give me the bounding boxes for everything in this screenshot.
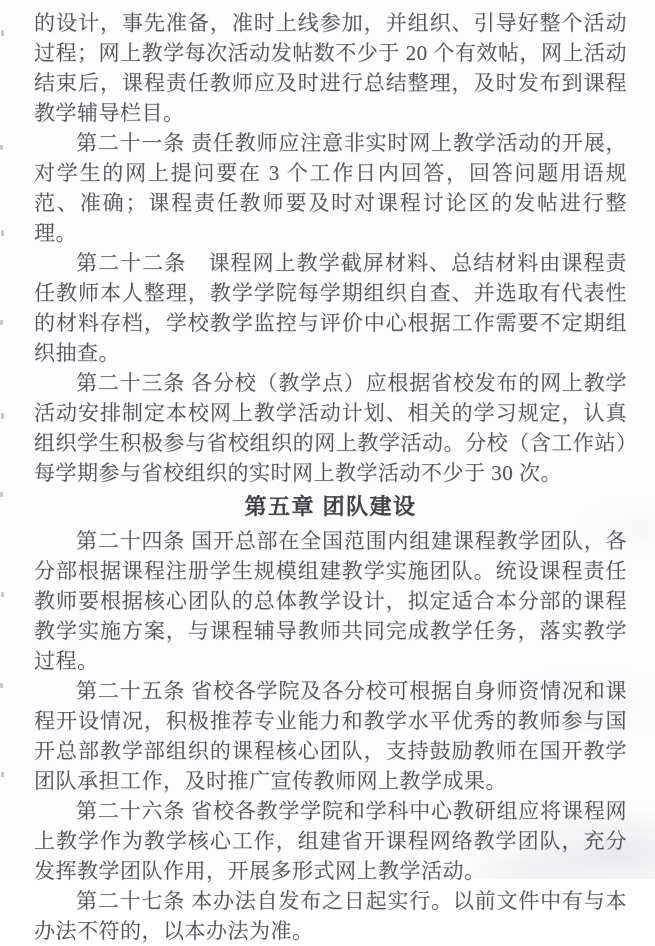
paragraph: 第二十五条 省校各学院及各分校可根据自身师资情况和课程开设情况，积极推荐专业能力和教学水平优秀的教师参与国开总部教学部组织的课程核心团队，支持鼓励教师在国开教学团队承担工作，及时推广宣传教师网上教学成果。 [34, 679, 627, 793]
scan-artifact [1, 592, 4, 597]
scan-artifact [1, 230, 4, 236]
paragraph: 第二十七条 本办法自发布之日起实行。以前文件中有与本办法不符的，以本办法为准。 [34, 889, 627, 943]
paragraph: 第二十一条 责任教师应注意非实时网上教学活动的开展，对学生的网上提问要在 3 个工作日内回答，回答问题用语规范、准确；课程责任教师要及时对课程讨论区的发帖进行整理。 [34, 131, 627, 245]
scan-artifact [1, 413, 4, 419]
scan-artifact [1, 30, 4, 36]
scan-artifact [0, 145, 3, 150]
paragraph: 的设计，事先准备，准时上线参加，并组织、引导好整个活动过程；网上教学每次活动发帖数不少于 20 个有效帖，网上活动结束后，课程责任教师应及时进行总结整理，及时发布到课程教学辅导栏目。 [34, 11, 627, 125]
scan-artifact [0, 492, 3, 497]
scan-artifact [0, 320, 3, 325]
paragraph: 第二十四条 国开总部在全国范围内组建课程教学团队，各分部根据课程注册学生规模组建教学实施团队。统设课程责任教师要根据核心团队的总体教学设计，拟定适合本分部的课程教学实施方案，与课程辅导教师共同完成教学任务，落实教学过程。 [34, 529, 627, 673]
paragraph: 第二十三条 各分校（教学点）应根据省校发布的网上教学活动安排制定本校网上教学活动计划、相关的学习规定，认真组织学生积极参与省校组织的网上教学活动。分校（含工作站）每学期参与省校组织的实时网上教学活动不少于 30 次。 [34, 371, 627, 485]
scan-artifact [1, 772, 4, 777]
paragraph: 第二十二条 课程网上教学截屏材料、总结材料由课程责任教师本人整理，教学学院每学期组织自查、并选取有代表性的材料存档，学校教学监控与评价中心根据工作需要不定期组织抽查。 [34, 251, 627, 365]
chapter-heading: 第五章 团队建设 [244, 494, 417, 519]
scan-artifact [0, 683, 3, 688]
paragraph: 第二十六条 省校各教学学院和学科中心教研组应将课程网上教学作为教学核心工作，组建省开课程网络教学团队，充分发挥教学团队作用，开展多形式网上教学活动。 [34, 799, 627, 883]
